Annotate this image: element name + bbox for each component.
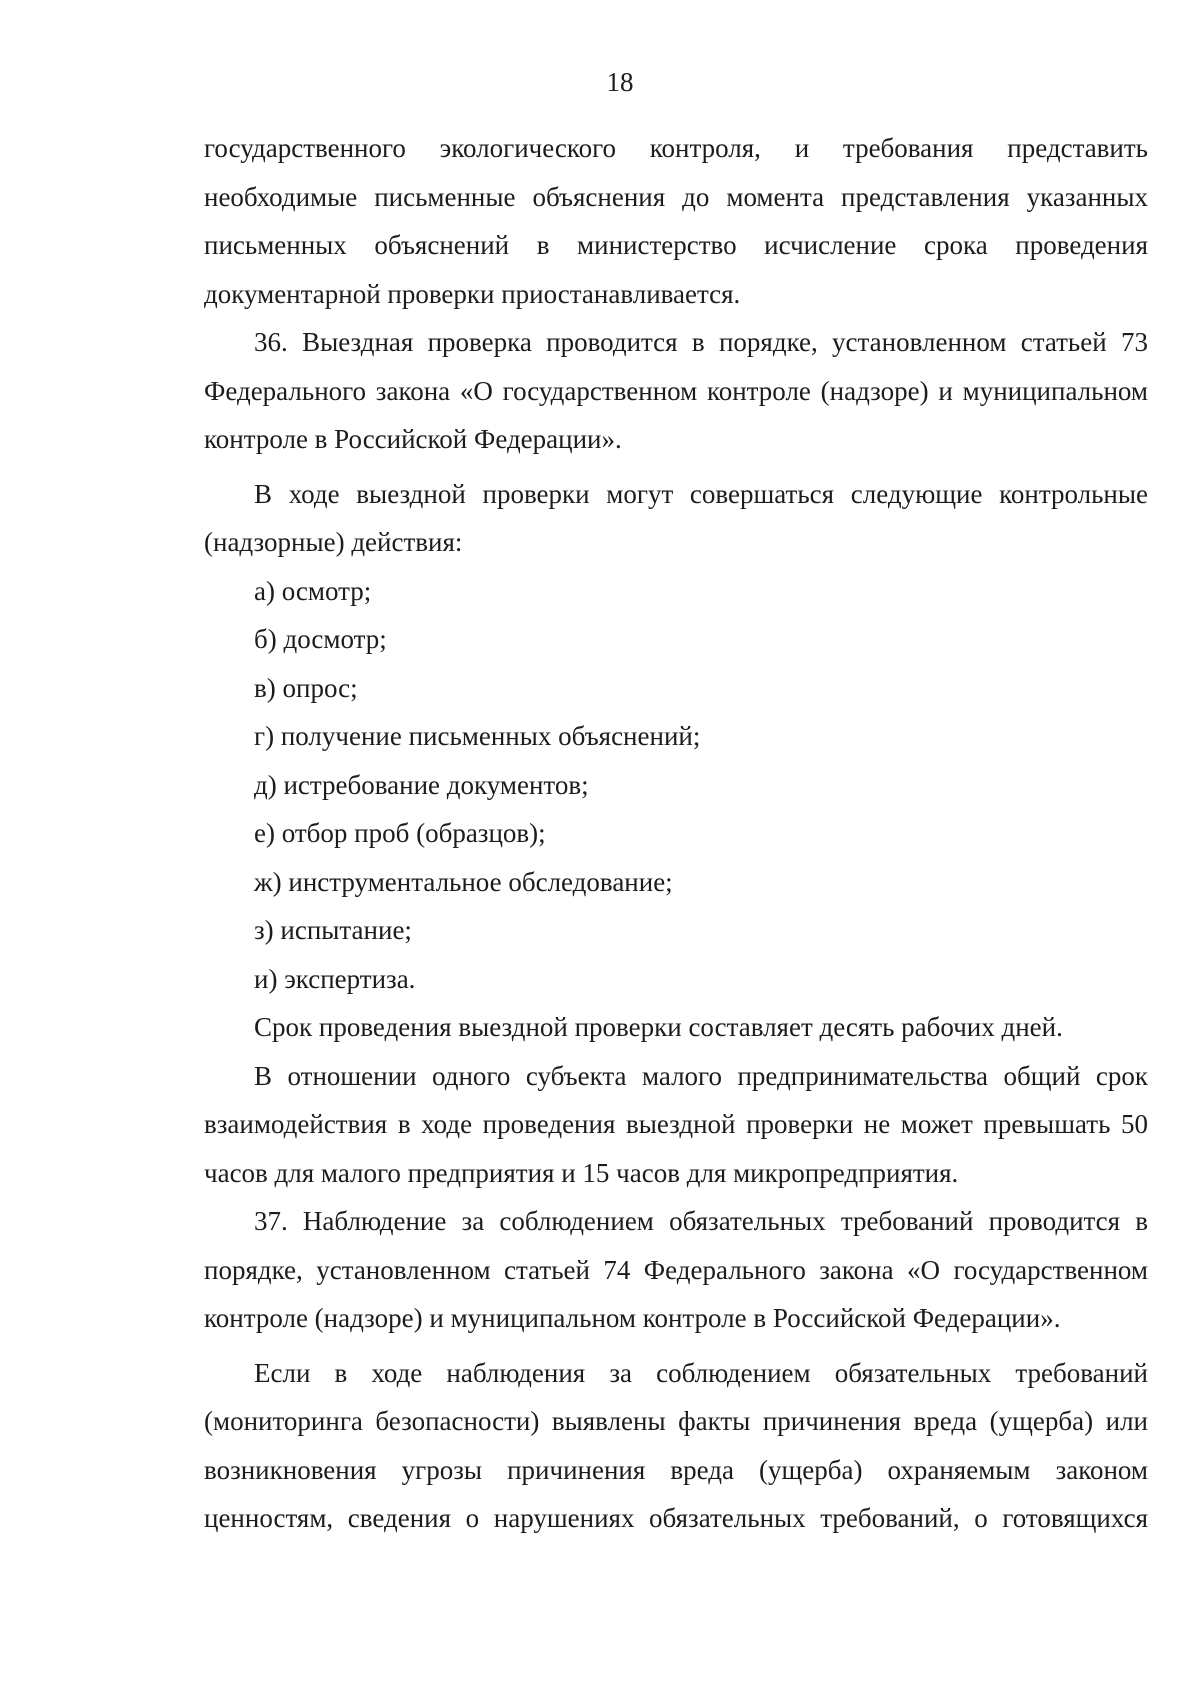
list-item-inspection: а) осмотр; [254,575,372,606]
list-item-search: б) досмотр; [254,624,387,654]
list-item-testing: з) испытание; [254,915,412,945]
page-number: 18 [606,67,634,97]
paragraph-36: 36. Выездная проверка проводится в порядке, установленном статьей 73 Федерального закона «О государственном контроле (надзоре) и муниципальном контроле в Российской Федерации». [204,327,1148,454]
paragraph-inspection-term: Срок проведения выездной проверки составляет десять рабочих дней. [254,1012,1063,1042]
list-item-documents-request: д) истребование документов; [254,769,589,800]
document-body [204,124,1148,1543]
list-item-survey: в) опрос; [254,672,358,703]
paragraph-inspection-actions: В ходе выездной проверки могут совершаться следующие контрольные (надзорные) действия: [204,478,1148,557]
paragraph-37: 37. Наблюдение за соблюдением обязательных требований проводится в порядке, установленном статьей 74 Федерального закона «О государственном контроле (надзоре) и муниципальном контроле в Российской Федерации». [204,1206,1148,1333]
paragraph-continuation: государственного экологического контроля, и требования представить необходимые письменные объяснения до момента представления указанных письменных объяснений в министерство исчисление срока проведения документарной проверки приостанавливается. [204,133,1148,309]
list-item-written-explanations: г) получение письменных объяснений; [254,721,701,751]
list-item-sampling: е) отбор проб (образцов); [254,818,546,848]
list-item-instrumental-survey: ж) инструментальное обследование; [254,866,673,897]
paragraph-small-business-term: В отношении одного субъекта малого предпринимательства общий срок взаимодействия в ходе проведения выездной проверки не может превышать 50 часов для малого предприятия и 15 часов для микропредприятия. [204,1060,1148,1188]
paragraph-monitoring: Если в ходе наблюдения за соблюдением обязательных требований (мониторинга безопасности) выявлены факты причинения вреда (ущерба) или возникновения угрозы причинения вреда (ущерба) охраняемым законом ценностям, сведения о нарушениях обязательных требований, о готовящихся [204,1357,1148,1533]
list-item-expertise: и) экспертиза. [254,963,416,994]
